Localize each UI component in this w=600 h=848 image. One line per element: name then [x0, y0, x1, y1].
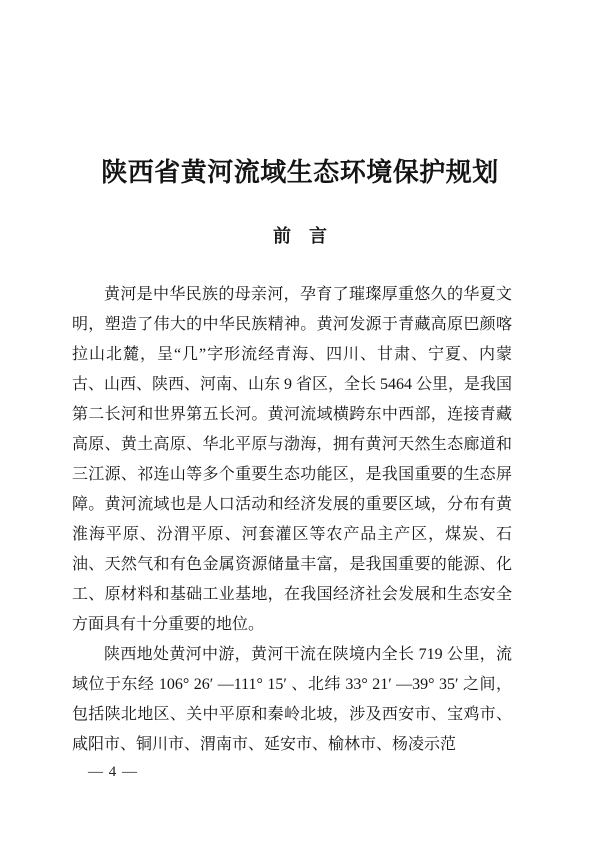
paragraph-intro-yellow-river: 黄河是中华民族的母亲河，孕育了璀璨厚重悠久的华夏文明，塑造了伟大的中华民族精神。黄河发源于青藏高原巴颜喀拉山北麓，呈“几”字形流经青海、四川、甘肃、宁夏、内蒙古、山西、陕西、河南、山东 9 省区，全长 5464 公里，是我国第二长河和世界第五长河。黄河流域横跨东中西部，连接青藏高原、黄土高原、华北平原与渤海，拥有黄河天然生态廊道和三江源、祁连山等多个重要生态功能区，是我国重要的生态屏障。黄河流域也是人口活动和经济发展的重要区域，分布有黄淮海平原、汾渭平原、河套灌区等农产品主产区，煤炭、石油、天然气和有色金属资源储量丰富，是我国重要的能源、化工、原材料和基础工业基地，在我国经济社会发展和生态安全方面具有十分重要的地位。	[72, 286, 513, 633]
preface-heading: 前 言	[273, 226, 327, 246]
paragraph-shaanxi-location: 陕西地处黄河中游，黄河干流在陕境内全长 719 公里，流域位于东经 106° 26′ —111° 15′ 、北纬 33° 21′ —39° 35′ 之间，包括陕北地区、关中平原和秦岭北坡，涉及西安市、宝鸡市、咸阳市、铜川市、渭南市、延安市、榆林市、杨凌示范	[72, 646, 512, 753]
document-title: 陕西省黄河流域生态环境保护规划	[101, 158, 499, 187]
document-body	[72, 280, 512, 760]
page-number: — 4 —	[88, 764, 138, 780]
